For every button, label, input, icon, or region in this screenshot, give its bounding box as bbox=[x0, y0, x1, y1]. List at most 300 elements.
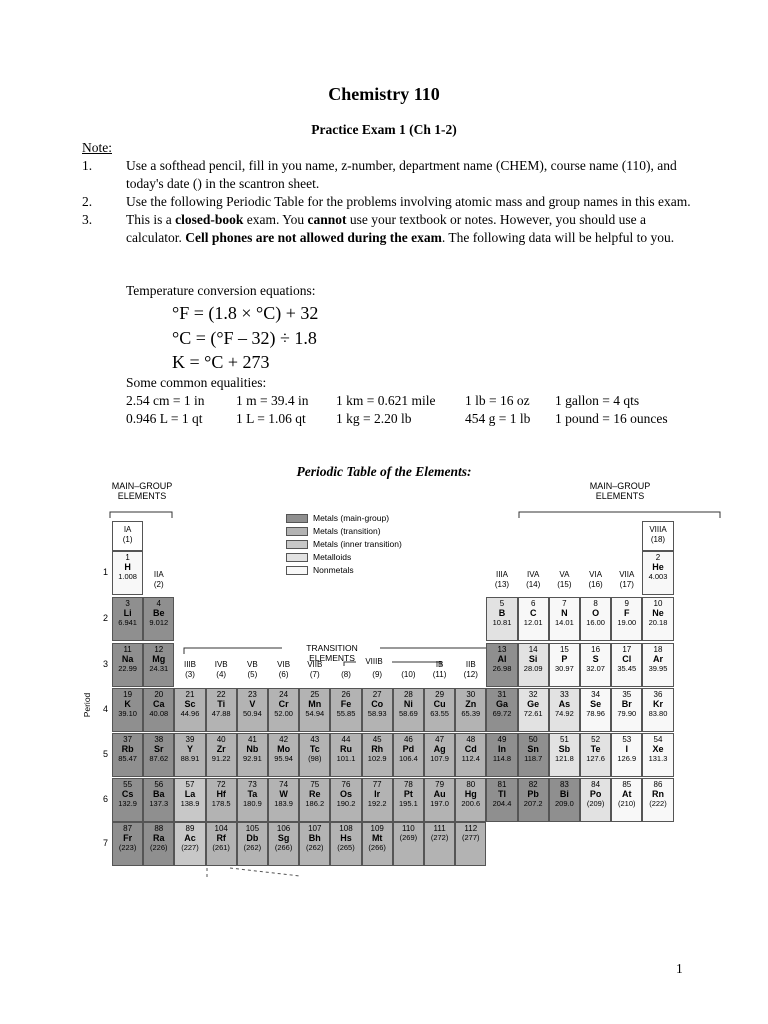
atomic-number: 45 bbox=[372, 735, 382, 744]
atomic-mass: (222) bbox=[649, 799, 667, 808]
element-cell bbox=[330, 778, 361, 822]
atomic-mass: (265) bbox=[337, 843, 355, 852]
element-cell bbox=[174, 778, 205, 822]
atomic-number: 6 bbox=[530, 599, 536, 608]
page-title: Chemistry 110 bbox=[328, 84, 440, 104]
atomic-number: 87 bbox=[123, 824, 133, 833]
atomic-mass: 85.47 bbox=[118, 754, 137, 763]
atomic-mass: 72.61 bbox=[523, 709, 543, 718]
atomic-number: 13 bbox=[497, 645, 507, 654]
atomic-mass: (209) bbox=[586, 799, 605, 808]
atomic-mass: 112.4 bbox=[461, 754, 480, 763]
element-symbol: Si bbox=[528, 654, 538, 664]
element-symbol: Ag bbox=[433, 744, 446, 754]
atomic-mass: 39.95 bbox=[648, 664, 668, 673]
element-cell bbox=[268, 688, 299, 732]
element-symbol: Li bbox=[123, 608, 132, 618]
atomic-mass: (226) bbox=[150, 843, 168, 852]
atomic-number: 33 bbox=[559, 690, 569, 699]
atomic-mass: (269) bbox=[399, 833, 418, 842]
atomic-number: 25 bbox=[310, 690, 320, 699]
atomic-number: 2 bbox=[655, 553, 661, 562]
atomic-number: 107 bbox=[308, 824, 322, 833]
atomic-mass: 65.39 bbox=[461, 709, 481, 718]
element-cell bbox=[486, 733, 517, 777]
element-symbol: Rn bbox=[651, 789, 664, 799]
element-symbol: Hg bbox=[464, 789, 477, 799]
atomic-mass: 1.008 bbox=[118, 572, 137, 581]
element-cell bbox=[362, 688, 393, 732]
atomic-number: 43 bbox=[310, 735, 320, 744]
element-cell bbox=[518, 733, 549, 777]
element-cell bbox=[112, 733, 143, 777]
atomic-mass: 87.62 bbox=[149, 754, 169, 763]
atomic-number: 38 bbox=[154, 735, 164, 744]
note-number: 2. bbox=[82, 194, 93, 209]
atomic-mass: (227) bbox=[181, 843, 199, 852]
atomic-mass: 207.2 bbox=[523, 799, 543, 808]
atomic-number: 31 bbox=[497, 690, 507, 699]
atomic-number: 110 bbox=[402, 824, 415, 833]
atomic-mass: 126.9 bbox=[617, 754, 637, 763]
element-symbol: Al bbox=[497, 654, 507, 664]
atomic-mass: 186.2 bbox=[305, 799, 325, 808]
element-cell bbox=[455, 822, 486, 866]
atomic-mass: 204.4 bbox=[492, 799, 512, 808]
element-symbol: Ru bbox=[339, 744, 352, 754]
element-symbol: I bbox=[625, 744, 629, 754]
element-symbol: Os bbox=[339, 789, 352, 799]
element-cell bbox=[143, 597, 174, 641]
element-symbol: Ac bbox=[184, 833, 196, 843]
group-header-box-ia bbox=[112, 521, 143, 551]
element-symbol: Sr bbox=[154, 744, 164, 754]
group-header: IIA (2) bbox=[153, 570, 164, 589]
element-symbol: Au bbox=[433, 789, 446, 799]
atomic-mass: 107.9 bbox=[430, 754, 449, 763]
equality-item: 0.946 L = 1 qt bbox=[126, 411, 203, 426]
atomic-mass: 26.98 bbox=[492, 664, 512, 673]
atomic-mass: 178.5 bbox=[211, 799, 231, 808]
element-cell bbox=[611, 778, 642, 822]
atomic-mass: 40.08 bbox=[149, 709, 169, 718]
element-cell bbox=[580, 778, 611, 822]
atomic-number: 49 bbox=[497, 735, 507, 744]
element-symbol: Ca bbox=[153, 699, 165, 709]
main-group-label-right: MAIN–GROUP ELEMENTS bbox=[589, 481, 651, 501]
atomic-mass: (262) bbox=[306, 843, 324, 852]
atomic-number: 12 bbox=[154, 645, 164, 654]
element-symbol: S bbox=[592, 654, 599, 664]
element-symbol: Db bbox=[246, 833, 259, 843]
element-symbol: Pt bbox=[403, 789, 413, 799]
atomic-number: 30 bbox=[466, 690, 476, 699]
atomic-number: 106 bbox=[276, 824, 291, 833]
element-symbol: Mo bbox=[277, 744, 291, 754]
legend-swatch bbox=[286, 540, 308, 549]
period-number: 4 bbox=[103, 704, 109, 714]
atomic-number: 21 bbox=[185, 690, 195, 699]
atomic-mass: 30.97 bbox=[555, 664, 574, 673]
equality-item: 1 gallon = 4 qts bbox=[555, 393, 640, 408]
element-cell bbox=[455, 688, 486, 732]
atomic-mass: 192.2 bbox=[367, 799, 387, 808]
element-cell bbox=[611, 733, 642, 777]
element-symbol: Cl bbox=[622, 654, 632, 664]
viiib-label: VIIIB bbox=[365, 657, 383, 666]
element-symbol: Ni bbox=[403, 699, 413, 709]
atomic-number: 47 bbox=[435, 735, 445, 744]
group-header: (8) bbox=[341, 670, 351, 679]
atomic-mass: (262) bbox=[243, 843, 262, 852]
atomic-number: 73 bbox=[247, 780, 257, 789]
element-symbol: Mg bbox=[152, 654, 166, 664]
element-symbol: Sn bbox=[527, 744, 539, 754]
atomic-mass: 118.7 bbox=[524, 754, 543, 763]
atomic-mass: 102.9 bbox=[367, 754, 387, 763]
atomic-mass: 14.01 bbox=[555, 618, 574, 627]
atomic-mass: 74.92 bbox=[555, 709, 574, 718]
element-cell bbox=[206, 688, 237, 732]
group-header: VIB (6) bbox=[277, 660, 291, 679]
note-text: Use the following Periodic Table for the problems involving atomic mass and group names in this exam. bbox=[126, 194, 691, 209]
note-text: Use a softhead pencil, fill in you name, z-number, department name (CHEM), course name (110), and today's date () in the scantron sheet. bbox=[126, 158, 677, 191]
atomic-number: 1 bbox=[125, 553, 130, 562]
element-cell bbox=[611, 688, 642, 732]
atomic-number: 23 bbox=[247, 690, 257, 699]
legend-label: Nonmetals bbox=[313, 565, 354, 575]
note-item bbox=[82, 157, 692, 193]
element-cell bbox=[549, 597, 580, 641]
element-cell bbox=[174, 733, 205, 777]
group-header: (10) bbox=[401, 670, 416, 679]
element-cell bbox=[299, 778, 330, 822]
atomic-number: 53 bbox=[622, 735, 632, 744]
element-symbol: Sb bbox=[558, 744, 571, 754]
atomic-number: 84 bbox=[591, 780, 601, 789]
element-cell bbox=[611, 597, 642, 641]
legend-label: Metals (inner transition) bbox=[313, 539, 402, 549]
atomic-number: 27 bbox=[372, 690, 382, 699]
group-header: IIIA (13) bbox=[494, 570, 510, 589]
element-cell bbox=[112, 643, 143, 687]
atomic-number: 112 bbox=[464, 824, 478, 833]
element-symbol: Zr bbox=[216, 744, 226, 754]
atomic-mass: 138.9 bbox=[180, 799, 200, 808]
element-symbol: Pb bbox=[527, 789, 539, 799]
atomic-number: 3 bbox=[125, 599, 130, 608]
atomic-mass: 58.69 bbox=[399, 709, 418, 718]
group-header: (9) bbox=[372, 670, 383, 679]
atomic-number: 40 bbox=[216, 735, 226, 744]
element-symbol: Cr bbox=[278, 699, 289, 709]
atomic-mass: 88.91 bbox=[180, 754, 200, 763]
temperature-label: Temperature conversion equations: bbox=[126, 283, 316, 298]
atomic-number: 79 bbox=[435, 780, 445, 789]
atomic-mass: 200.6 bbox=[461, 799, 481, 808]
element-cell bbox=[393, 778, 424, 822]
element-cell bbox=[580, 688, 611, 732]
atomic-number: 81 bbox=[497, 780, 507, 789]
element-cell bbox=[486, 643, 517, 687]
bracket-main-group-right bbox=[519, 512, 720, 518]
atomic-mass: 63.55 bbox=[430, 709, 449, 718]
element-cell bbox=[268, 822, 299, 866]
atomic-mass: 44.96 bbox=[180, 709, 200, 718]
element-cell bbox=[237, 822, 268, 866]
element-symbol: In bbox=[497, 744, 506, 754]
group-header: IVB (4) bbox=[214, 660, 228, 679]
element-cell bbox=[237, 733, 268, 777]
atomic-number: 109 bbox=[370, 824, 384, 833]
group-header: IB (11) bbox=[432, 660, 447, 679]
element-symbol: Po bbox=[589, 789, 602, 799]
element-cell bbox=[112, 597, 143, 641]
element-symbol: Se bbox=[590, 699, 602, 709]
element-cell bbox=[424, 778, 455, 822]
element-cell bbox=[455, 778, 486, 822]
atomic-mass: (266) bbox=[274, 843, 293, 852]
atomic-number: 9 bbox=[624, 599, 629, 608]
element-cell bbox=[268, 733, 299, 777]
atomic-number: 46 bbox=[403, 735, 413, 744]
atomic-mass: 10.81 bbox=[492, 618, 512, 627]
element-cell bbox=[330, 688, 361, 732]
periodic-table-title: Periodic Table of the Elements: bbox=[296, 464, 472, 479]
element-cell bbox=[580, 597, 611, 641]
page-number: 1 bbox=[676, 961, 683, 976]
atomic-number: 29 bbox=[435, 690, 445, 699]
atomic-number: 4 bbox=[156, 599, 161, 608]
note-item bbox=[82, 193, 692, 211]
atomic-number: 24 bbox=[279, 690, 289, 699]
inner-transition-pointer bbox=[207, 868, 300, 878]
group-header: IIIB (3) bbox=[183, 660, 196, 679]
atomic-mass: 106.4 bbox=[399, 754, 418, 763]
element-symbol: Ge bbox=[527, 699, 540, 709]
bracket-transition bbox=[184, 648, 489, 654]
atomic-mass: (277) bbox=[462, 833, 480, 842]
period-number: 1 bbox=[103, 567, 109, 577]
element-symbol: Mn bbox=[308, 699, 322, 709]
element-symbol: Xe bbox=[652, 744, 664, 754]
period-number: 2 bbox=[103, 613, 109, 623]
atomic-number: 8 bbox=[593, 599, 598, 608]
atomic-mass: 91.22 bbox=[211, 754, 231, 763]
atomic-number: 39 bbox=[185, 735, 195, 744]
element-cell bbox=[143, 688, 174, 732]
element-symbol: He bbox=[652, 562, 664, 572]
equality-item: 1 m = 39.4 in bbox=[236, 393, 309, 408]
element-symbol: V bbox=[249, 699, 256, 709]
atomic-mass: 55.85 bbox=[336, 709, 356, 718]
atomic-number: 54 bbox=[653, 735, 663, 744]
note-item bbox=[82, 211, 692, 247]
atomic-mass: (210) bbox=[618, 799, 636, 808]
element-cell bbox=[424, 822, 455, 866]
atomic-number: 83 bbox=[559, 780, 569, 789]
element-symbol: Cu bbox=[433, 699, 446, 709]
element-cell bbox=[580, 733, 611, 777]
element-cell bbox=[642, 778, 673, 822]
element-cell bbox=[143, 643, 174, 687]
equation-fahrenheit: °F = (1.8 × °C) + 32 bbox=[172, 303, 319, 323]
element-symbol: Tl bbox=[497, 789, 506, 799]
legend-swatch bbox=[286, 514, 308, 523]
atomic-number: 26 bbox=[341, 690, 351, 699]
atomic-mass: 54.94 bbox=[305, 709, 325, 718]
group-header: IA (1) bbox=[122, 525, 133, 544]
atomic-number: 78 bbox=[403, 780, 413, 789]
atomic-number: 42 bbox=[279, 735, 289, 744]
element-cell bbox=[393, 688, 424, 732]
group-header-box-viiia bbox=[642, 521, 673, 551]
atomic-mass: 35.45 bbox=[617, 664, 637, 673]
atomic-mass: 78.96 bbox=[586, 709, 605, 718]
element-symbol: Mt bbox=[371, 833, 383, 843]
legend-swatch bbox=[286, 527, 308, 536]
element-cell bbox=[362, 733, 393, 777]
equality-item: 1 pound = 16 ounces bbox=[555, 411, 668, 426]
atomic-number: 18 bbox=[653, 645, 663, 654]
atomic-number: 22 bbox=[216, 690, 226, 699]
element-cell bbox=[237, 778, 268, 822]
atomic-number: 10 bbox=[653, 599, 663, 608]
group-header: VA (15) bbox=[557, 570, 572, 589]
atomic-number: 104 bbox=[214, 824, 228, 833]
atomic-mass: 24.31 bbox=[149, 664, 169, 673]
atomic-mass: 92.91 bbox=[243, 754, 262, 763]
element-symbol: Fr bbox=[123, 833, 133, 843]
atomic-number: 48 bbox=[466, 735, 476, 744]
atomic-number: 17 bbox=[622, 645, 632, 654]
atomic-number: 77 bbox=[372, 780, 382, 789]
equalities-label: Some common equalities: bbox=[126, 375, 267, 390]
element-symbol: La bbox=[184, 789, 196, 799]
atomic-number: 80 bbox=[466, 780, 476, 789]
element-symbol: H bbox=[124, 562, 131, 572]
bracket-main-group-left bbox=[110, 512, 172, 518]
atomic-number: 86 bbox=[653, 780, 663, 789]
group-header: VIIB (7) bbox=[307, 660, 323, 679]
period-number: 7 bbox=[103, 838, 109, 848]
element-symbol: O bbox=[592, 608, 600, 618]
element-cell bbox=[268, 778, 299, 822]
element-cell bbox=[611, 643, 642, 687]
element-symbol: Re bbox=[309, 789, 321, 799]
atomic-mass: 32.07 bbox=[586, 664, 605, 673]
atomic-mass: 127.6 bbox=[586, 754, 605, 763]
element-cell bbox=[424, 733, 455, 777]
atomic-number: 88 bbox=[154, 824, 164, 833]
element-symbol: Kr bbox=[652, 699, 663, 709]
equality-item: 1 km = 0.621 mile bbox=[336, 393, 436, 408]
atomic-mass: 114.8 bbox=[492, 754, 512, 763]
element-cell bbox=[424, 688, 455, 732]
atomic-number: 19 bbox=[123, 690, 133, 699]
atomic-mass: 79.90 bbox=[617, 709, 637, 718]
legend-swatch bbox=[286, 553, 308, 562]
element-cell bbox=[393, 822, 424, 866]
main-group-label-left: MAIN–GROUP ELEMENTS bbox=[111, 481, 173, 501]
atomic-mass: 16.00 bbox=[586, 618, 605, 627]
atomic-number: 51 bbox=[559, 735, 569, 744]
atomic-number: 55 bbox=[123, 780, 133, 789]
element-cell bbox=[206, 822, 237, 866]
element-cell bbox=[549, 778, 580, 822]
atomic-mass: 12.01 bbox=[523, 618, 543, 627]
element-cell bbox=[518, 688, 549, 732]
atomic-mass: 50.94 bbox=[243, 709, 262, 718]
element-symbol: Bh bbox=[308, 833, 321, 843]
atomic-number: 44 bbox=[341, 735, 351, 744]
element-symbol: P bbox=[561, 654, 568, 664]
period-number: 3 bbox=[103, 659, 109, 669]
element-symbol: Co bbox=[371, 699, 384, 709]
atomic-number: 105 bbox=[245, 824, 260, 833]
element-cell bbox=[642, 643, 673, 687]
element-cell bbox=[642, 688, 673, 732]
atomic-number: 85 bbox=[622, 780, 632, 789]
notes-list bbox=[82, 157, 692, 247]
group-header: VB (5) bbox=[247, 660, 258, 679]
atomic-mass: (223) bbox=[118, 843, 137, 852]
element-cell bbox=[518, 643, 549, 687]
note-number: 1. bbox=[82, 158, 93, 173]
equality-item: 1 L = 1.06 qt bbox=[236, 411, 306, 426]
element-symbol: Rb bbox=[121, 744, 134, 754]
group-header: IIB (12) bbox=[463, 660, 478, 679]
atomic-number: 74 bbox=[279, 780, 289, 789]
element-cell bbox=[518, 778, 549, 822]
atomic-mass: 183.9 bbox=[274, 799, 293, 808]
atomic-mass: (272) bbox=[430, 833, 449, 842]
element-cell bbox=[206, 778, 237, 822]
element-cell bbox=[549, 643, 580, 687]
element-symbol: As bbox=[558, 699, 571, 709]
atomic-mass: (266) bbox=[368, 843, 386, 852]
element-cell bbox=[642, 597, 673, 641]
element-cell bbox=[174, 822, 205, 866]
group-header: VIIA (17) bbox=[619, 570, 635, 589]
atomic-number: 56 bbox=[154, 780, 164, 789]
atomic-number: 35 bbox=[622, 690, 632, 699]
bracket-viiib bbox=[344, 662, 441, 666]
element-cell bbox=[299, 688, 330, 732]
page-subtitle: Practice Exam 1 (Ch 1-2) bbox=[311, 122, 457, 137]
atomic-number: 14 bbox=[528, 645, 538, 654]
transition-elements-label: TRANSITION ELEMENTS bbox=[306, 643, 358, 663]
atomic-number: 37 bbox=[123, 735, 133, 744]
element-symbol: Cs bbox=[121, 789, 134, 799]
element-symbol: Sc bbox=[184, 699, 196, 709]
atomic-mass: 19.00 bbox=[617, 618, 637, 627]
atomic-mass: 69.72 bbox=[492, 709, 512, 718]
element-symbol: Rh bbox=[371, 744, 384, 754]
atomic-number: 75 bbox=[310, 780, 320, 789]
atomic-mass: 197.0 bbox=[430, 799, 449, 808]
equality-item: 2.54 cm = 1 in bbox=[126, 393, 205, 408]
atomic-mass: 58.93 bbox=[367, 709, 387, 718]
legend-label: Metals (transition) bbox=[313, 526, 381, 536]
atomic-mass: 101.1 bbox=[336, 754, 356, 763]
element-symbol: Pd bbox=[402, 744, 415, 754]
element-symbol: Ba bbox=[153, 789, 165, 799]
element-cell bbox=[642, 733, 673, 777]
group-header: IVA (14) bbox=[526, 570, 541, 589]
atomic-mass: 4.003 bbox=[648, 572, 668, 581]
element-symbol: At bbox=[622, 789, 632, 799]
